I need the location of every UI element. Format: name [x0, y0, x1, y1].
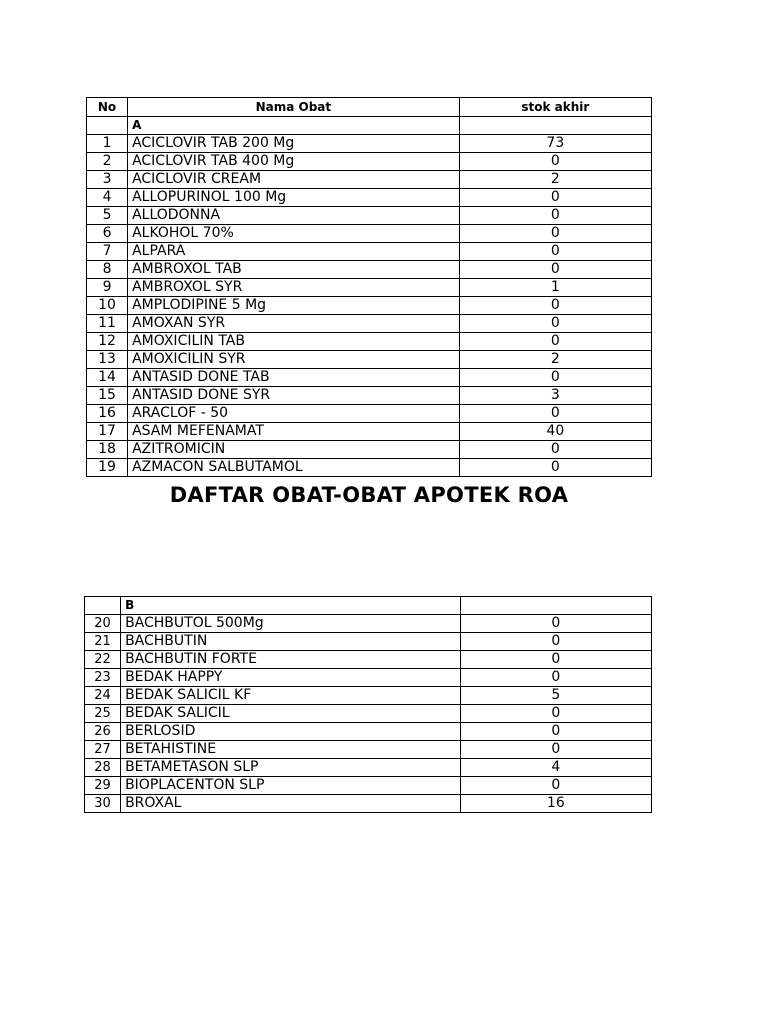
- table-row: [87, 369, 652, 387]
- stock-value: 16: [460, 795, 651, 813]
- medicine-name: BACHBUTIN: [121, 633, 461, 651]
- table-row: [87, 333, 652, 351]
- medicine-name: BEDAK HAPPY: [121, 669, 461, 687]
- row-number: 6: [87, 225, 128, 243]
- row-number: 28: [85, 759, 121, 777]
- stock-value: 0: [460, 741, 651, 759]
- stock-value: 0: [460, 705, 651, 723]
- row-number: 8: [87, 261, 128, 279]
- medicine-name: ACICLOVIR TAB 400 Mg: [128, 153, 460, 171]
- section-stock: [460, 597, 651, 615]
- medicine-name: AMOXICILIN SYR: [128, 351, 460, 369]
- row-number: 4: [87, 189, 128, 207]
- medicine-name: BEDAK SALICIL: [121, 705, 461, 723]
- header-stock: stok akhir: [459, 98, 651, 117]
- row-number: 27: [85, 741, 121, 759]
- row-number: 25: [85, 705, 121, 723]
- row-number: 18: [87, 441, 128, 459]
- table-row: [87, 351, 652, 369]
- table-row: [87, 405, 652, 423]
- section-row-b: [85, 597, 652, 615]
- page-title: DAFTAR OBAT-OBAT APOTEK ROA: [169, 483, 569, 507]
- stock-value: 1: [459, 279, 651, 297]
- table-row: [87, 297, 652, 315]
- row-number: 26: [85, 723, 121, 741]
- row-number: 2: [87, 153, 128, 171]
- medicine-name: BROXAL: [121, 795, 461, 813]
- stock-value: 0: [460, 777, 651, 795]
- row-number: 24: [85, 687, 121, 705]
- table-row: [87, 279, 652, 297]
- stock-value: 0: [459, 189, 651, 207]
- medicine-table-a: [86, 97, 652, 477]
- stock-value: 0: [459, 153, 651, 171]
- table-header-row: [87, 98, 652, 117]
- stock-value: 0: [459, 225, 651, 243]
- stock-value: 0: [459, 243, 651, 261]
- row-number: 29: [85, 777, 121, 795]
- medicine-name: AMPLODIPINE 5 Mg: [128, 297, 460, 315]
- stock-value: 0: [460, 651, 651, 669]
- stock-value: 3: [459, 387, 651, 405]
- medicine-name: BERLOSID: [121, 723, 461, 741]
- stock-value: 0: [459, 441, 651, 459]
- medicine-name: ANTASID DONE SYR: [128, 387, 460, 405]
- table-row: [85, 741, 652, 759]
- row-number: 21: [85, 633, 121, 651]
- table-row: [85, 651, 652, 669]
- table-row: [87, 315, 652, 333]
- medicine-name: ASAM MEFENAMAT: [128, 423, 460, 441]
- table-row: [85, 633, 652, 651]
- stock-value: 0: [459, 297, 651, 315]
- medicine-name: BEDAK SALICIL KF: [121, 687, 461, 705]
- table-row: [87, 153, 652, 171]
- row-number: 11: [87, 315, 128, 333]
- stock-value: 0: [459, 459, 651, 477]
- row-number: 16: [87, 405, 128, 423]
- row-number: 15: [87, 387, 128, 405]
- medicine-name: AMOXAN SYR: [128, 315, 460, 333]
- table-row: [87, 441, 652, 459]
- table-row: [85, 759, 652, 777]
- row-number: 13: [87, 351, 128, 369]
- medicine-name: ANTASID DONE TAB: [128, 369, 460, 387]
- medicine-name: BACHBUTIN FORTE: [121, 651, 461, 669]
- row-number: 9: [87, 279, 128, 297]
- row-number: 23: [85, 669, 121, 687]
- medicine-table-b: [84, 596, 652, 813]
- medicine-name: AMBROXOL TAB: [128, 261, 460, 279]
- table-row: [87, 207, 652, 225]
- section-no: [87, 117, 128, 135]
- table-row: [85, 615, 652, 633]
- table-row: [85, 669, 652, 687]
- table-row: [87, 189, 652, 207]
- stock-value: 0: [460, 615, 651, 633]
- stock-value: 5: [460, 687, 651, 705]
- stock-value: 0: [459, 261, 651, 279]
- table-row: [87, 423, 652, 441]
- stock-value: 0: [460, 669, 651, 687]
- row-number: 22: [85, 651, 121, 669]
- table-row: [85, 777, 652, 795]
- row-number: 12: [87, 333, 128, 351]
- header-no: No: [87, 98, 128, 117]
- stock-value: 40: [459, 423, 651, 441]
- medicine-name: AMBROXOL SYR: [128, 279, 460, 297]
- stock-value: 0: [459, 369, 651, 387]
- stock-value: 2: [459, 351, 651, 369]
- stock-value: 73: [459, 135, 651, 153]
- row-number: 10: [87, 297, 128, 315]
- medicine-name: BIOPLACENTON SLP: [121, 777, 461, 795]
- medicine-name: ARACLOF - 50: [128, 405, 460, 423]
- section-stock: [459, 117, 651, 135]
- stock-value: 0: [460, 633, 651, 651]
- table-row: [87, 135, 652, 153]
- table-row: [87, 459, 652, 477]
- medicine-name: ACICLOVIR TAB 200 Mg: [128, 135, 460, 153]
- table-row: [87, 225, 652, 243]
- row-number: 17: [87, 423, 128, 441]
- stock-value: 0: [459, 333, 651, 351]
- medicine-name: AZMACON SALBUTAMOL: [128, 459, 460, 477]
- medicine-name: ALLODONNA: [128, 207, 460, 225]
- table-row: [87, 243, 652, 261]
- medicine-name: BETAMETASON SLP: [121, 759, 461, 777]
- section-label: A: [128, 117, 460, 135]
- section-label: B: [121, 597, 461, 615]
- table-row: [87, 387, 652, 405]
- row-number: 14: [87, 369, 128, 387]
- header-name: Nama Obat: [128, 98, 460, 117]
- stock-value: 0: [459, 405, 651, 423]
- stock-value: 0: [459, 207, 651, 225]
- medicine-name: BETAHISTINE: [121, 741, 461, 759]
- medicine-name: ALLOPURINOL 100 Mg: [128, 189, 460, 207]
- medicine-name: AMOXICILIN TAB: [128, 333, 460, 351]
- stock-value: 0: [459, 315, 651, 333]
- stock-value: 2: [459, 171, 651, 189]
- table-row: [85, 705, 652, 723]
- row-number: 7: [87, 243, 128, 261]
- medicine-name: BACHBUTOL 500Mg: [121, 615, 461, 633]
- medicine-name: ACICLOVIR CREAM: [128, 171, 460, 189]
- row-number: 3: [87, 171, 128, 189]
- table-row: [87, 261, 652, 279]
- row-number: 5: [87, 207, 128, 225]
- row-number: 19: [87, 459, 128, 477]
- table-row: [85, 723, 652, 741]
- section-row-a: [87, 117, 652, 135]
- medicine-name: AZITROMICIN: [128, 441, 460, 459]
- table-row: [85, 687, 652, 705]
- row-number: 30: [85, 795, 121, 813]
- medicine-name: ALPARA: [128, 243, 460, 261]
- section-no: [85, 597, 121, 615]
- row-number: 20: [85, 615, 121, 633]
- table-row: [85, 795, 652, 813]
- medicine-name: ALKOHOL 70%: [128, 225, 460, 243]
- table-row: [87, 171, 652, 189]
- stock-value: 0: [460, 723, 651, 741]
- row-number: 1: [87, 135, 128, 153]
- stock-value: 4: [460, 759, 651, 777]
